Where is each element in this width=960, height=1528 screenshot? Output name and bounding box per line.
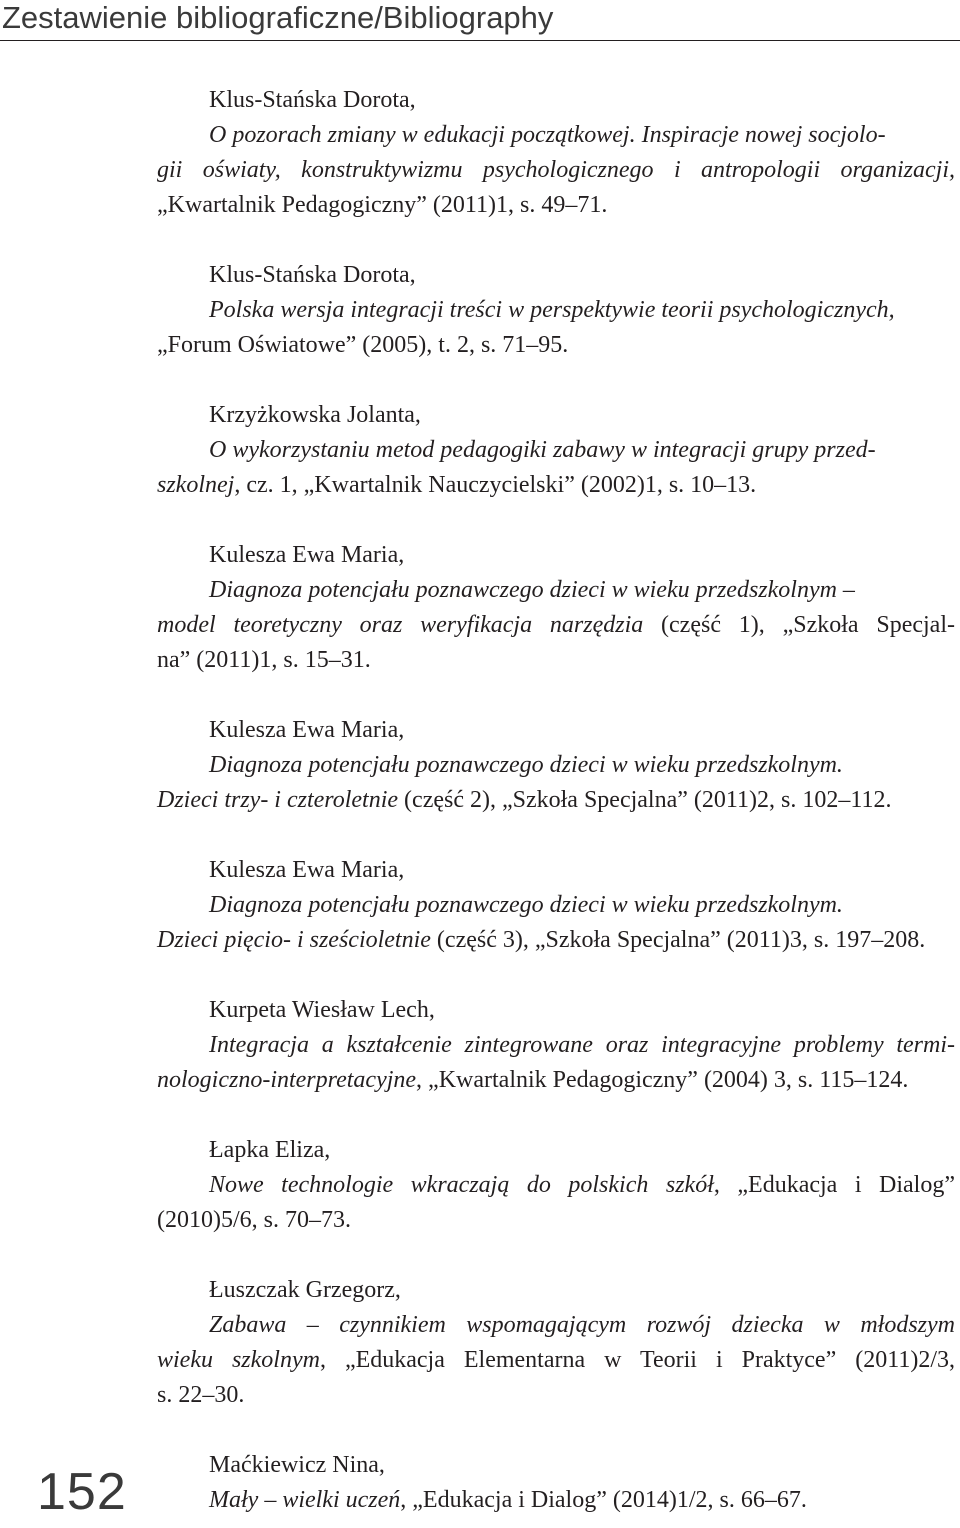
entry-source: , „Kwartalnik Pedagogiczny” (2004) 3, s. 115–124. <box>416 1067 909 1093</box>
entry-source: s. 22–30. <box>157 1382 245 1408</box>
bibliography-entry <box>157 398 955 503</box>
entry-title-line <box>157 1168 955 1203</box>
entry-author: Kurpeta Wiesław Lech, <box>209 997 435 1023</box>
bibliography-entry <box>157 83 955 223</box>
entry-title: Mały – wielki uczeń <box>209 1487 401 1513</box>
entry-source-line <box>157 328 955 363</box>
entry-source: (2010)5/6, s. 70–73. <box>157 1207 351 1233</box>
entry-title-line <box>157 293 955 328</box>
entry-title-line <box>157 923 955 958</box>
entry-author: Łapka Eliza, <box>209 1137 331 1163</box>
bibliography-entry <box>157 713 955 818</box>
bibliography-entry <box>157 258 955 363</box>
entry-author: Maćkiewicz Nina, <box>209 1452 385 1478</box>
entry-title: Diagnoza potencjału poznawczego dzieci w wieku przedszkolnym. <box>209 752 843 778</box>
entry-source: , cz. 1, „Kwartalnik Nauczycielski” (2002)1, s. 10–13. <box>234 472 757 498</box>
entry-title: szkolnej <box>157 472 235 498</box>
entry-source: na” (2011)1, s. 15–31. <box>157 647 371 673</box>
entry-title: Zabawa – czynnikiem wspomagającym rozwój dziecka w młodszym <box>209 1312 955 1338</box>
entry-title: Dzieci pięcio- i sześcioletnie <box>157 927 431 953</box>
entry-source: (część 2), „Szkoła Specjalna” (2011)2, s. 102–112. <box>398 787 892 813</box>
bibliography-entry <box>157 853 955 958</box>
entry-title-line <box>157 1308 955 1343</box>
entry-source-line <box>157 643 955 678</box>
entry-source-line <box>157 1203 955 1238</box>
entry-title: Diagnoza potencjału poznawczego dzieci w wieku przedszkolnym – <box>209 577 855 603</box>
entry-title-line <box>157 153 955 188</box>
entry-title-line <box>157 888 955 923</box>
entry-title-line <box>157 468 955 503</box>
entry-title-line <box>157 783 955 818</box>
entry-title-line <box>157 1028 955 1063</box>
entry-title: nologiczno-interpretacyjne <box>157 1067 417 1093</box>
entry-source-line <box>157 1378 955 1413</box>
entry-title: Integracja a kształcenie zintegrowane oraz integracyjne problemy termi- <box>209 1032 955 1058</box>
entry-title-line <box>157 118 955 153</box>
bibliography-entry <box>157 1273 955 1413</box>
entry-title: O wykorzystaniu metod pedagogiki zabawy w integracji grupy przed- <box>209 437 876 463</box>
entry-source: „Kwartalnik Pedagogiczny” (2011)1, s. 49–71. <box>157 192 608 218</box>
entry-title: O pozorach zmiany w edukacji początkowej. Inspiracje nowej socjolo- <box>209 122 886 148</box>
bibliography-entry <box>157 993 955 1098</box>
page-number: 152 <box>37 1463 127 1521</box>
entry-title-line <box>157 1063 955 1098</box>
bibliography-entry <box>157 538 955 678</box>
entry-title-line <box>157 1343 955 1378</box>
entry-source: , „Edukacja i Dialog” <box>713 1172 955 1198</box>
entry-title: gii oświaty, konstruktywizmu psychologicznego i antropologii organizacji, <box>157 157 955 183</box>
entry-source: „Forum Oświatowe” (2005), t. 2, s. 71–95. <box>157 332 569 358</box>
entry-title-line <box>157 748 955 783</box>
entry-source: , „Edukacja Elementarna w Teorii i Praktyce” (2011)2/3, <box>319 1347 955 1373</box>
bibliography-entry <box>157 1133 955 1238</box>
entry-author: Krzyżkowska Jolanta, <box>209 402 421 428</box>
entry-author: Kulesza Ewa Maria, <box>209 542 405 568</box>
entry-title: Nowe technologie wkraczają do polskich szkół <box>209 1172 714 1198</box>
entry-title-line <box>157 573 955 608</box>
page-title: Zestawienie bibliograficzne/Bibliography <box>2 0 554 35</box>
entry-author: Klus-Stańska Dorota, <box>209 262 416 288</box>
entry-title: wieku szkolnym <box>157 1347 320 1373</box>
entry-author: Klus-Stańska Dorota, <box>209 87 416 113</box>
entry-title: Polska wersja integracji treści w perspektywie teorii psychologicznych, <box>209 297 895 323</box>
entry-title-line <box>157 433 955 468</box>
entry-title-line <box>157 608 955 643</box>
entry-source-line <box>157 188 955 223</box>
entry-source: (część 1), „Szkoła Specjal- <box>643 612 955 638</box>
entry-title-line <box>157 1483 955 1518</box>
entry-source: (część 3), „Szkoła Specjalna” (2011)3, s. 197–208. <box>430 927 926 953</box>
entry-title: model teoretyczny oraz weryfikacja narzędzia <box>157 612 644 638</box>
entry-title: Diagnoza potencjału poznawczego dzieci w wieku przedszkolnym. <box>209 892 843 918</box>
entry-author: Łuszczak Grzegorz, <box>209 1277 401 1303</box>
entry-author: Kulesza Ewa Maria, <box>209 717 405 743</box>
entry-title: Dzieci trzy- i czteroletnie <box>157 787 399 813</box>
entry-author: Kulesza Ewa Maria, <box>209 857 405 883</box>
bibliography-entry <box>157 1448 955 1518</box>
entry-source: , „Edukacja i Dialog” (2014)1/2, s. 66–67. <box>400 1487 807 1513</box>
